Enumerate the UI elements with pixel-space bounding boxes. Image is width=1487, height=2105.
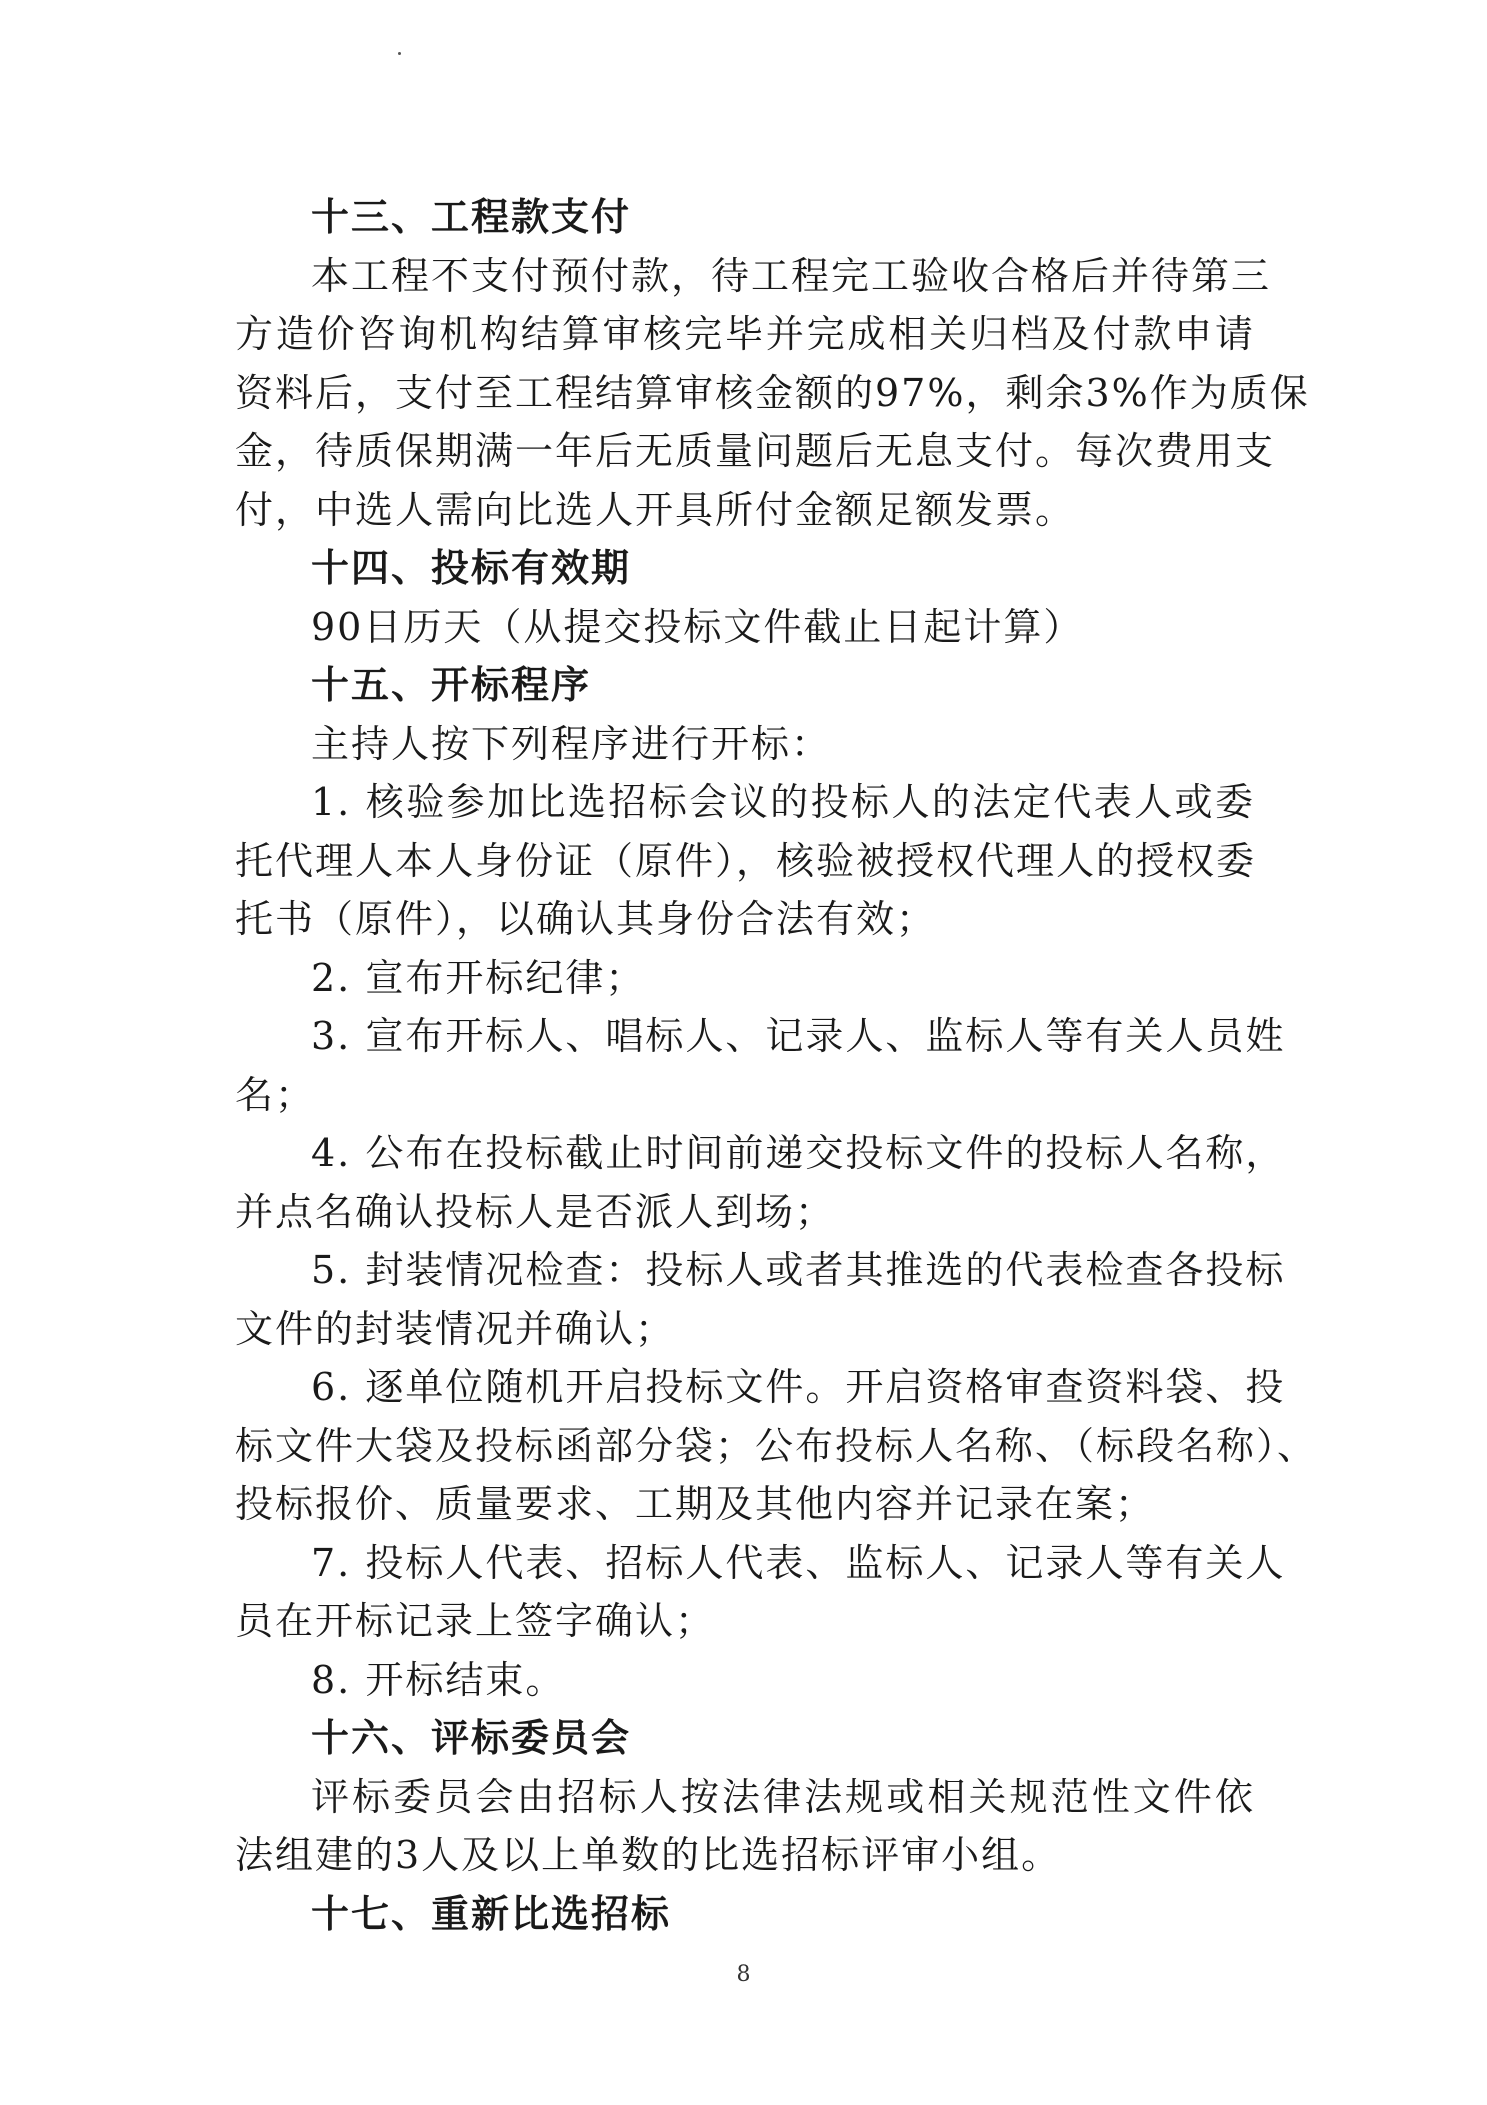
section-13-line: 方造价咨询机构结算审核完毕并完成相关归档及付款申请 (235, 312, 1255, 356)
procedure-item-5: 5. 封装情况检查：投标人或者其推选的代表检查各投标 (311, 1248, 1286, 1292)
procedure-item-3-cont: 名； (235, 1072, 316, 1117)
procedure-item-4-cont: 并点名确认投标人是否派人到场； (235, 1189, 836, 1234)
section-15-intro: 主持人按下列程序进行开标： (311, 721, 832, 766)
page-content (235, 188, 1318, 1943)
procedure-item-3: 3. 宣布开标人、唱标人、记录人、监标人等有关人员姓 (311, 1014, 1286, 1058)
section-14-line: 90日历天（从提交投标文件截止日起计算） (311, 604, 1084, 649)
section-15-heading: 十五、开标程序 (311, 662, 592, 707)
section-16-line: 评标委员会由招标人按法律法规或相关规范性文件依 (311, 1774, 1255, 1819)
section-13-line: 资料后，支付至工程结算审核金额的97%，剩余3%作为质保 (235, 370, 1310, 415)
section-14-heading: 十四、投标有效期 (311, 545, 632, 590)
procedure-item-8: 8. 开标结束。 (311, 1657, 566, 1702)
procedure-item-5-cont: 文件的封装情况并确认； (235, 1306, 676, 1351)
procedure-item-1-cont: 托代理人本人身份证（原件），核验被授权代理人的授权委 (235, 838, 1257, 883)
procedure-item-1-cont: 托书（原件），以确认其身份合法有效； (235, 897, 937, 941)
procedure-item-6: 6. 逐单位随机开启投标文件。开启资格审查资料袋、投 (311, 1365, 1286, 1409)
section-13-line: 本工程不支付预付款，待工程完工验收合格后并待第三 (311, 253, 1272, 298)
procedure-item-6-cont: 投标报价、质量要求、工期及其他内容并记录在案； (235, 1482, 1156, 1526)
procedure-item-7-cont: 员在开标记录上签字确认； (235, 1599, 716, 1643)
procedure-item-7: 7. 投标人代表、招标人代表、监标人、记录人等有关人 (311, 1540, 1286, 1585)
procedure-item-1: 1. 核验参加比选招标会议的投标人的法定代表人或委 (311, 780, 1255, 824)
scan-speck (398, 52, 401, 55)
section-13-heading: 十三、工程款支付 (311, 194, 632, 239)
section-16-heading: 十六、评标委员会 (311, 1715, 632, 1760)
page-number: 8 (736, 1962, 751, 1987)
procedure-item-4: 4. 公布在投标截止时间前递交投标文件的投标人名称， (311, 1131, 1286, 1175)
procedure-item-2: 2. 宣布开标纪律； (311, 955, 646, 1000)
procedure-item-6-cont: 标文件大袋及投标函部分袋；公布投标人名称、（标段名称）、 (235, 1423, 1318, 1468)
section-16-line: 法组建的3人及以上单数的比选招标评审小组。 (235, 1833, 1062, 1877)
section-13-line: 付，中选人需向比选人开具所付金额足额发票。 (235, 487, 1076, 532)
section-17-heading: 十七、重新比选招标 (311, 1890, 672, 1936)
section-13-line: 金，待质保期满一年后无质量问题后无息支付。每次费用支 (235, 429, 1276, 473)
